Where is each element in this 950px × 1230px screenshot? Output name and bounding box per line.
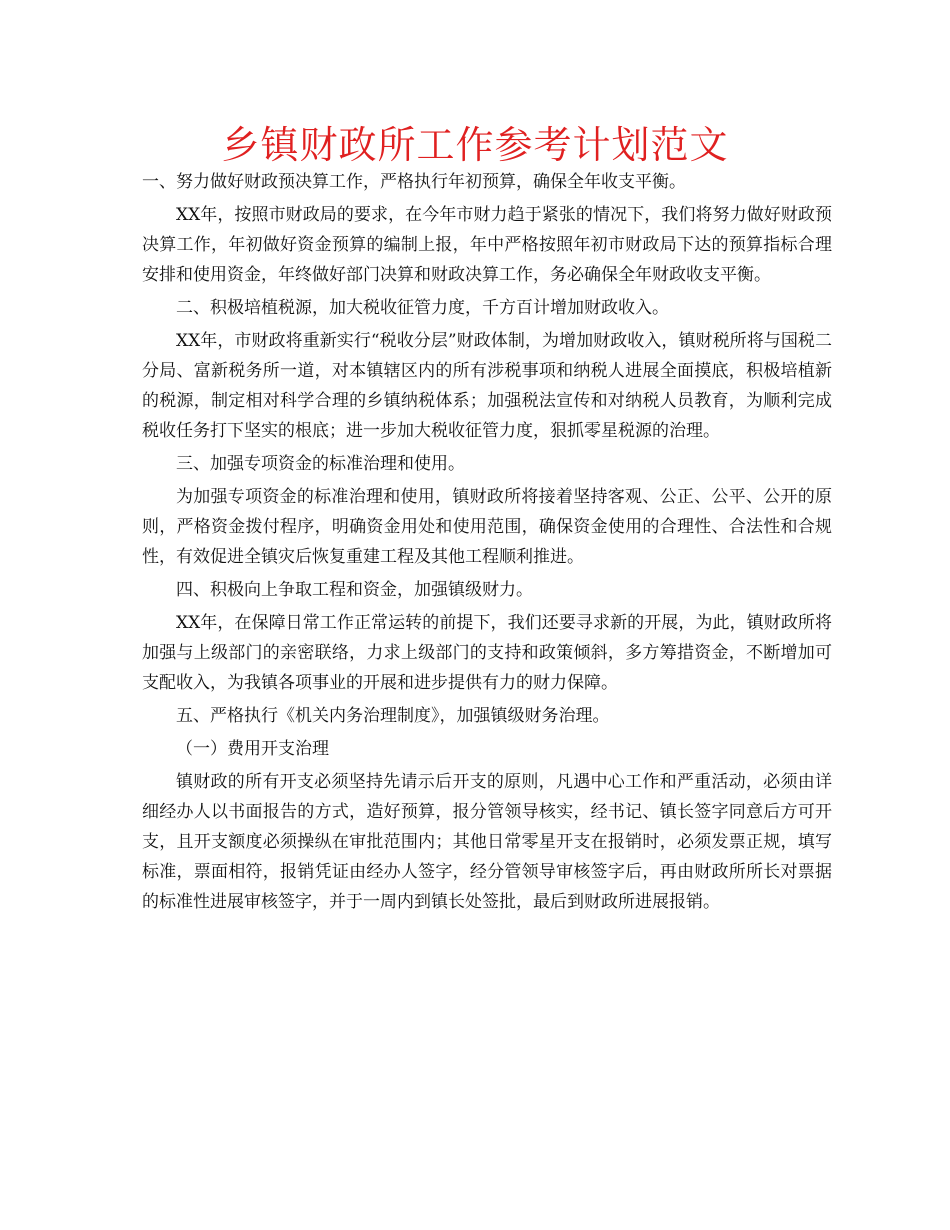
section-body-5: 镇财政的所有开支必须坚持先请示后开支的原则，凡遇中心工作和严重活动，必须由详细经办人以书面报告的方式，造好预算，报分管领导核实，经书记、镇长签字同意后方可开支，且开支额度必须操纵在审批范围内；其他日常零星开支在报销时，必须发票正规，填写标准，票面相符，报销凭证由经办人签字，经分管领导审核签字后，再由财政所所长对票据的标准性进展审核签字，并于一周内到镇长处签批，最后到财政所进展报销。 (142, 772, 832, 912)
section-body-4: XX年，在保障日常工作正常运转的前提下，我们还要寻求新的开展，为此，镇财政所将加强与上级部门的亲密联络，力求上级部门的支持和政策倾斜，多方筹措资金，不断增加可支配收入，为我镇各项事业的开展和进步提供有力的财力保障。 (142, 613, 832, 693)
section-heading-3: 三、加强专项资金的标准治理和使用。 (176, 454, 465, 474)
section-heading-4: 四、积极向上争取工程和资金，加强镇级财力。 (176, 580, 533, 600)
section-body-1: XX年，按照市财政局的要求，在今年市财力趋于紧张的情况下，我们将努力做好财政预决算工作，年初做好资金预算的编制上报，年中严格按照年初市财政局下达的预算指标合理安排和使用资金，年终做好部门决算和财政决算工作，务必确保全年财政收支平衡。 (142, 205, 832, 285)
document-body (142, 166, 832, 919)
section-body-3: 为加强专项资金的标准治理和使用，镇财政所将接着坚持客观、公正、公平、公开的原则，严格资金拨付程序，明确资金用处和使用范围，确保资金使用的合理性、合法性和合规性，有效促进全镇灾后恢复重建工程及其他工程顺利推进。 (142, 487, 832, 567)
document-title: 乡镇财政所工作参考计划范文 (221, 123, 729, 167)
section-heading-1: 一、努力做好财政预决算工作，严格执行年初预算，确保全年收支平衡。 (142, 172, 686, 192)
section-heading-2: 二、积极培植税源，加大税收征管力度，千方百计增加财政收入。 (176, 298, 669, 318)
section-body-2: XX年，市财政将重新实行“税收分层”财政体制，为增加财政收入，镇财税所将与国税二分局、富新税务所一道，对本镇辖区内的所有涉税事项和纳税人进展全面摸底，积极培植新的税源，制定相对科学合理的乡镇纳税体系；加强税法宣传和对纳税人员教育，为顺利完成税收任务打下坚实的根底；进一步加大税收征管力度，狠抓零星税源的治理。 (142, 331, 832, 441)
section-heading-5: 五、严格执行《机关内务治理制度》，加强镇级财务治理。 (176, 706, 610, 726)
section-subheading-5-1: （一）费用开支治理 (176, 739, 329, 759)
